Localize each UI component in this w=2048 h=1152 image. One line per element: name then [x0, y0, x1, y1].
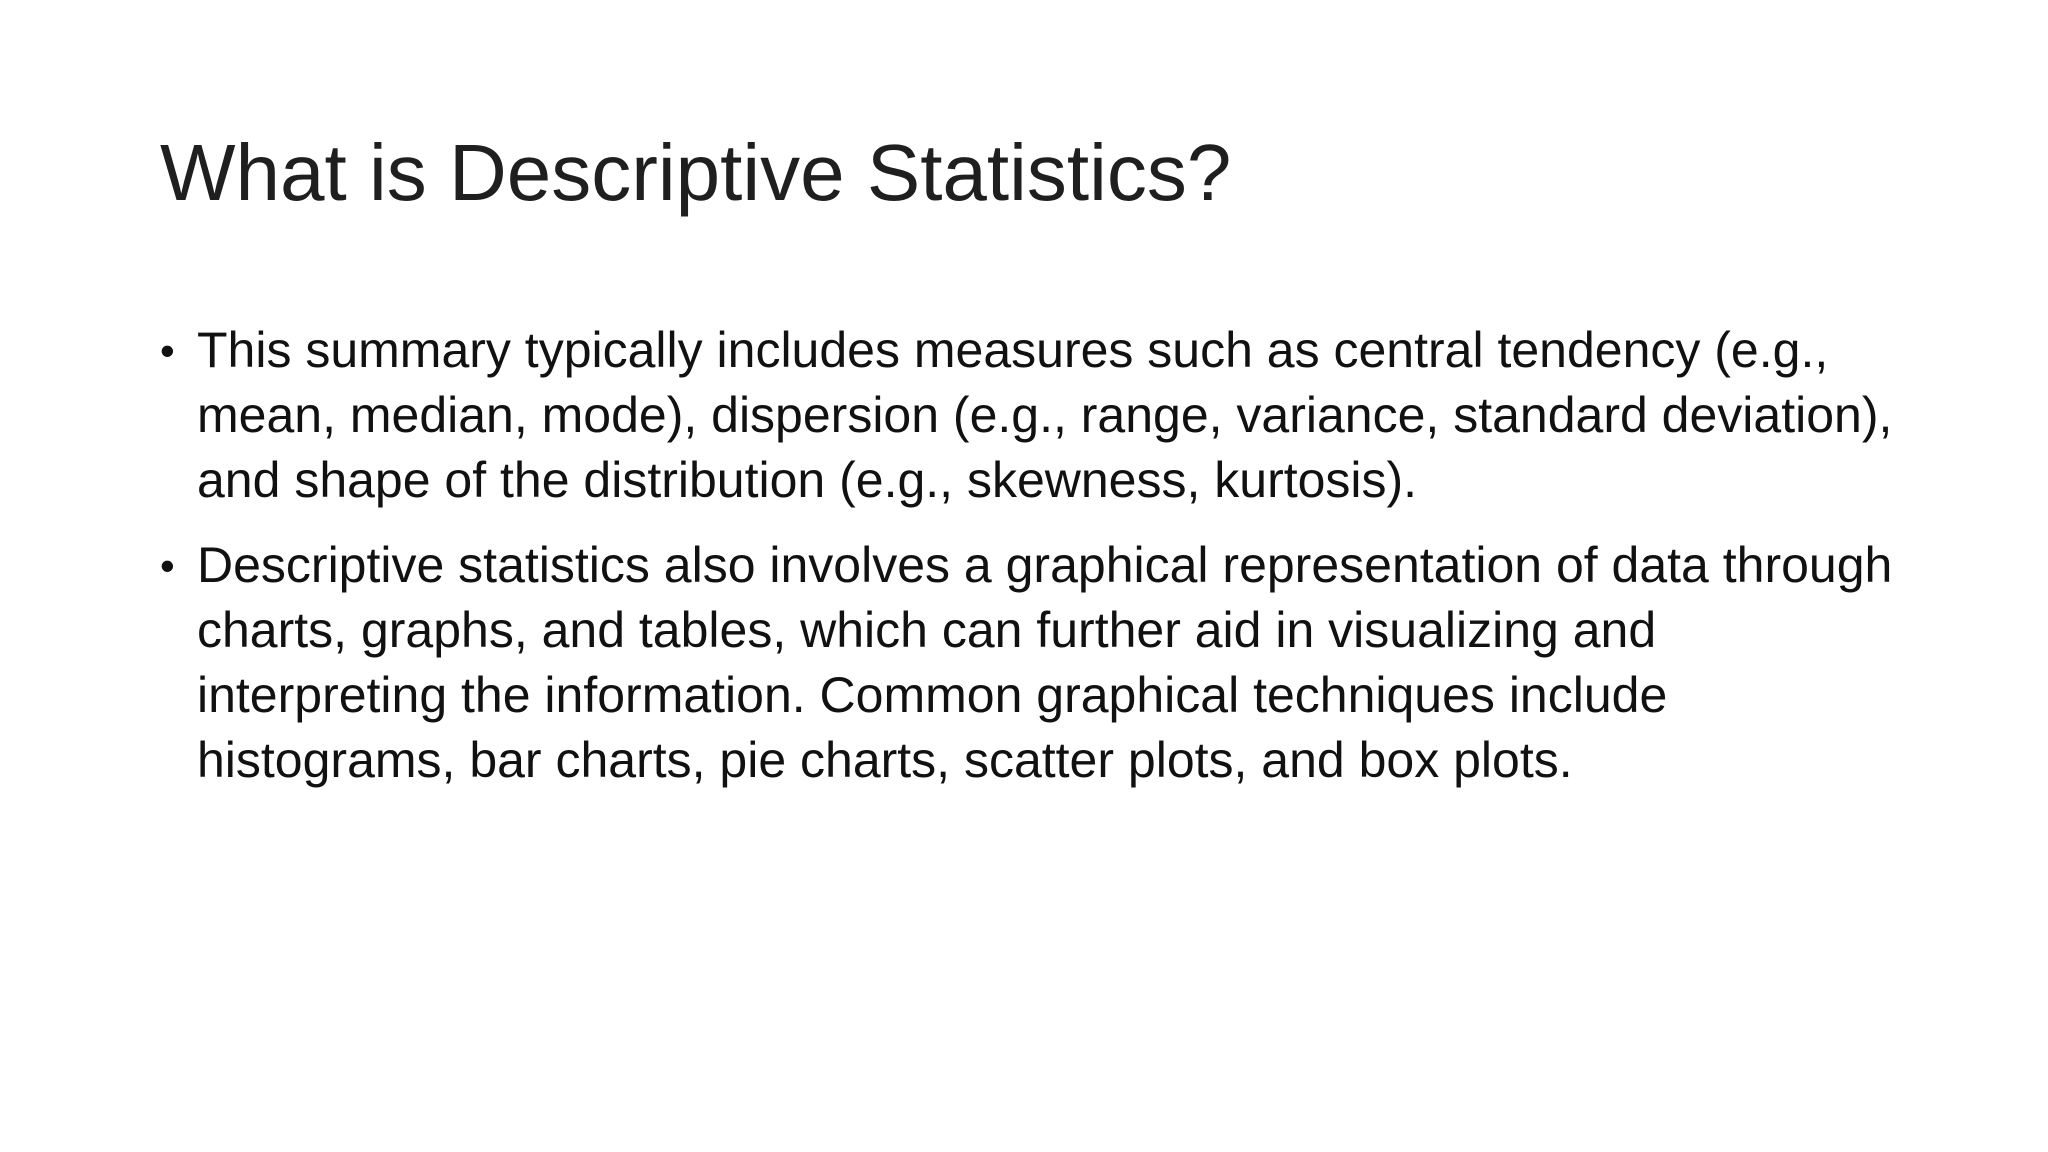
slide-title: What is Descriptive Statistics? — [160, 128, 1232, 217]
bullet-item — [160, 533, 1920, 793]
bullet-text: Descriptive statistics also involves a graphical representation of data through charts, graphs, and tables, which can further aid in visualizing and interpreting the information. Common graphical techniques include histograms, bar charts, pie charts, scatter plots, and box plots. — [197, 537, 1893, 788]
bullet-text: This summary typically includes measures such as central tendency (e.g., mean, median, mode), dispersion (e.g., range, variance, standard deviation), and shape of the distribution (e.g., skewness, kurtosis). — [197, 322, 1893, 508]
bullet-marker: • — [160, 327, 175, 374]
bullet-item — [160, 318, 1920, 513]
bullet-marker: • — [160, 542, 175, 589]
bullet-list — [160, 318, 1920, 813]
